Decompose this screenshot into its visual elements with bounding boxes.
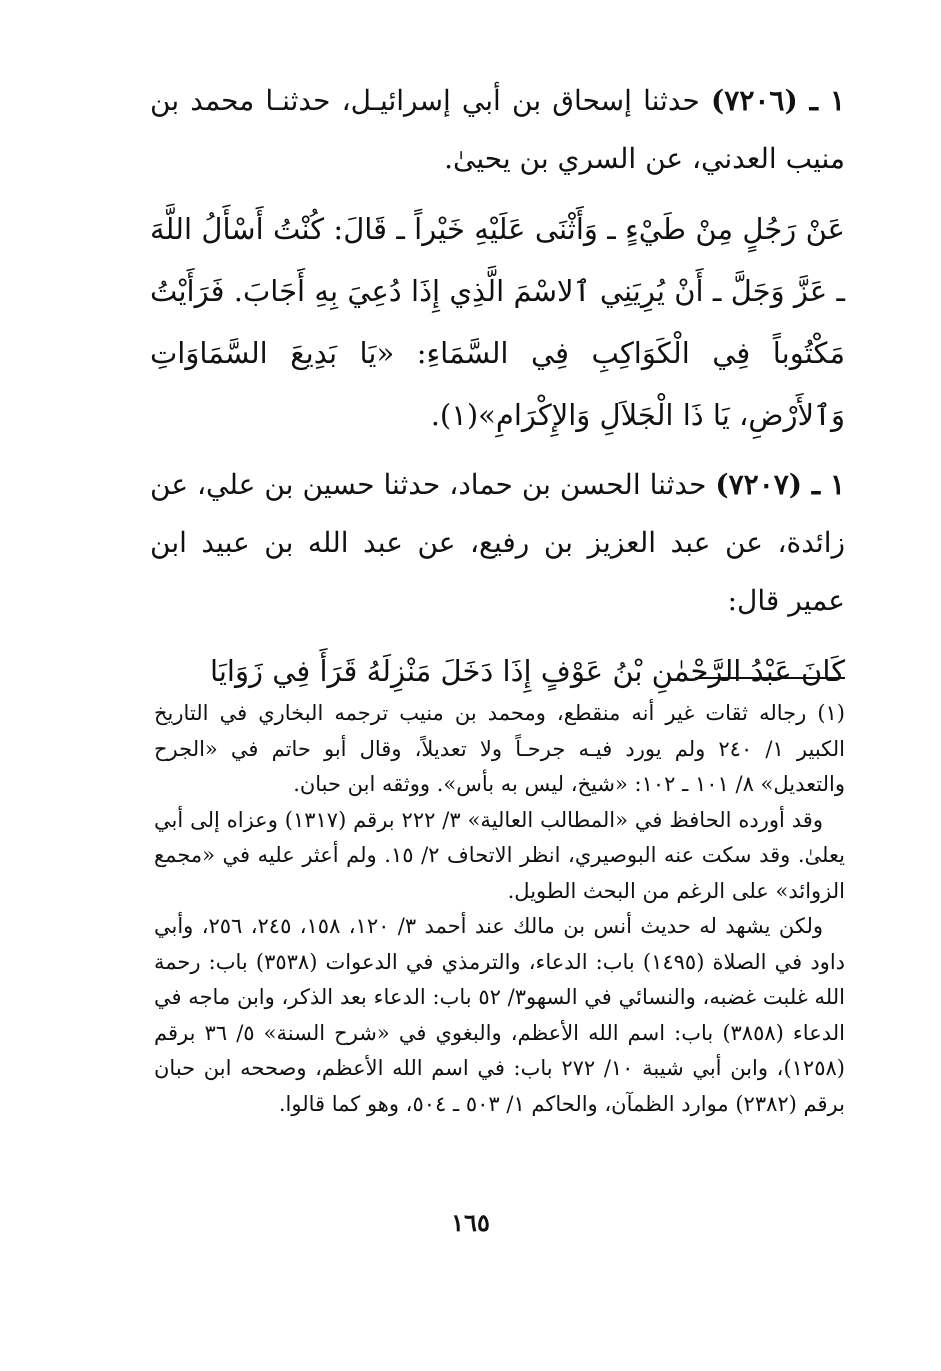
page-number: ١٦٥ — [451, 1208, 490, 1237]
footnote-1-continued: وقد أورده الحافظ في «المطالب العالية» ٣/ ٢٢٢ برقم (١٣١٧) وعزاه إلى أبي يعلىٰ. وقد سكت عنه البوصيري، انظر الاتحاف ٢/ ١٥. ولم أعثر عليه في «مجمع الزوائد» على الرغم من البحث الطويل. — [154, 807, 845, 903]
footnote-separator — [695, 677, 845, 679]
hadith-7206-matn: عَنْ رَجُلٍ مِنْ طَيْءٍ ـ وَأَثْنَى عَلَيْهِ خَيْراً ـ قَالَ: كُنْتُ أَسْأَلُ اللَّهَ ـ عَزَّ وَجَلَّ ـ أَنْ يُرِيَنِي ٱلاسْمَ الَّذِي إِذَا دُعِيَ بِهِ أَجَابَ. فَرَأَيْتُ مَكْتُوباً فِي الْكَوَاكِبِ فِي السَّمَاءِ: «يَا بَدِيعَ السَّمَاوَاتِ وَٱلأَرْضِ، يَا ذَا الْجَلاَلِ وَالإِكْرَامِ»(١). — [150, 212, 845, 432]
footnote-1: (١) رجاله ثقات غير أنه منقطع، ومحمد بن منيب ترجمه البخاري في التاريخ الكبير ١/ ٢٤٠ ولم يورد فيـه جرحـاً ولا تعديلاً، وقال أبو حاتم في «الجرح والتعديل» ٨/ ١٠١ ـ ١٠٢: «شيخ، ليس به بأس». ووثقه ابن حبان. — [154, 701, 845, 796]
hadith-7207-number: ١ ـ (٧٢٠٧) — [715, 468, 845, 501]
footnote-1-supporting: ولكن يشهد له حديث أنس بن مالك عند أحمد ٣/ ١٢٠، ١٥٨، ٢٤٥، ٢٥٦، وأبي داود في الصلاة (١٤٩٥) باب: الدعاء، والترمذي في الدعوات (٣٥٣٨) باب: رحمة الله غلبت غضبه، والنسائي في السهو٣/ ٥٢ باب: الدعاء بعد الذكر، وابن ماجه في الدعاء (٣٨٥٨) باب: اسم الله الأعظم، والبغوي في «شرح السنة» ٥/ ٣٦ برقم (١٢٥٨)، وابن أبي شيبة ١٠/ ٢٧٢ باب: في اسم الله الأعظم، وصححه ابن حبان برقم (٢٣٨٢) موارد الظمآن، والحاكم ١/ ٥٠٣ ـ ٥٠٤، وهو كما قالوا. — [154, 914, 846, 1116]
hadith-7207-isnad-text: حدثنا الحسن بن حماد، حدثنا حسين بن علي، عن زائدة، عن عبد العزيز بن رفيع، عن عبد الله بن عبيد ابن عمير قال: — [150, 468, 845, 617]
hadith-7207-matn: كَانَ عَبْدُ الرَّحْمٰنِ بْنُ عَوْفٍ إِذَا دَخَلَ مَنْزِلَهُ قَرَأَ فِي زَوَايَا — [210, 654, 845, 688]
main-text — [150, 72, 845, 712]
hadith-7206-isnad-text: حدثنا إسحاق بن أبي إسرائيـل، حدثنـا محمد بن منيب العدني، عن السري بن يحيىٰ. — [150, 84, 845, 175]
hadith-7206-isnad — [150, 72, 845, 188]
hadith-7206-number: ١ ـ (٧٢٠٦) — [711, 84, 845, 117]
footnotes — [154, 696, 845, 1122]
hadith-7207-isnad — [150, 456, 845, 630]
